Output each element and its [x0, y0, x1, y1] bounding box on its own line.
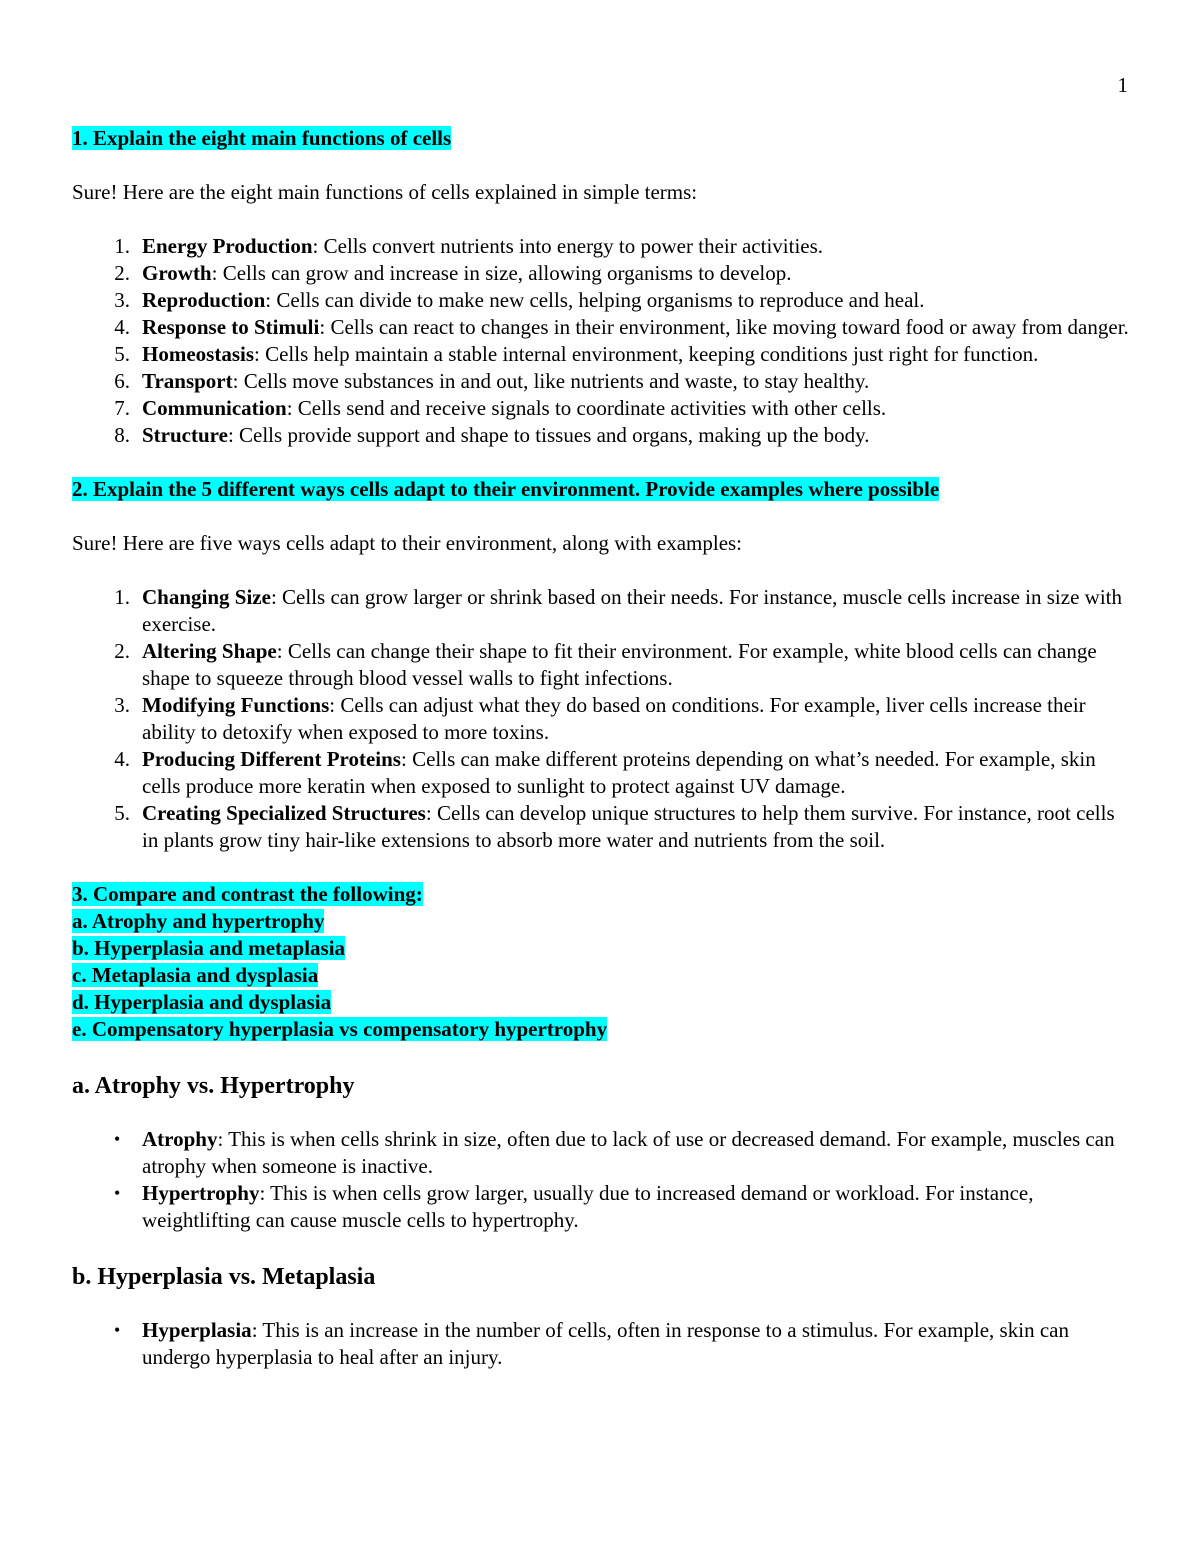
- list-item: 1. Changing Size: Cells can grow larger or shrink based on their needs. For instance, muscle cells increase in size with exercise.: [114, 585, 1122, 636]
- item-term: Energy Production: [142, 234, 313, 258]
- item-term: Transport: [142, 369, 233, 393]
- list-item: 2. Altering Shape: Cells can change their shape to fit their environment. For example, white blood cells can change shape to squeeze through blood vessel walls to fight infections.: [114, 639, 1097, 690]
- section-b-list: [72, 1317, 1132, 1371]
- item-text: : Cells can react to changes in their environment, like moving toward food or away from danger.: [319, 315, 1129, 339]
- item-text: : Cells can grow larger or shrink based on their needs. For instance, muscle cells increase in size with exercise.: [142, 585, 1122, 636]
- item-text: : Cells can develop unique structures to help them survive. For instance, root cells in plants grow tiny hair-like extensions to absorb more water and nutrients from the soil.: [142, 801, 1115, 852]
- item-text: : This is when cells shrink in size, often due to lack of use or decreased demand. For example, muscles can atrophy when someone is inactive.: [142, 1127, 1115, 1178]
- list-item: 4. Producing Different Proteins: Cells can make different proteins depending on what’s needed. For example, skin cells produce more keratin when exposed to sunlight to protect against UV damage.: [114, 747, 1096, 798]
- item-term: Hypertrophy: [142, 1181, 260, 1205]
- item-term: Hyperplasia: [142, 1318, 252, 1342]
- question-3-line: c. Metaplasia and dysplasia: [72, 963, 319, 987]
- bullet-item: [72, 1180, 1132, 1234]
- item-term: Creating Specialized Structures: [142, 801, 426, 825]
- question-3-line: d. Hyperplasia and dysplasia: [72, 990, 332, 1014]
- bullet-item: [72, 1317, 1132, 1371]
- item-text: : Cells send and receive signals to coordinate activities with other cells.: [286, 396, 887, 420]
- item-term: Altering Shape: [142, 639, 277, 663]
- item-text: : Cells move substances in and out, like nutrients and waste, to stay healthy.: [232, 369, 870, 393]
- item-text: : Cells help maintain a stable internal environment, keeping conditions just right for function.: [254, 342, 1039, 366]
- item-term: Structure: [142, 423, 228, 447]
- item-text: : Cells can grow and increase in size, allowing organisms to develop.: [211, 261, 792, 285]
- question-1-heading: [72, 125, 1132, 152]
- section-b-heading: b. Hyperplasia vs. Metaplasia: [72, 1264, 376, 1290]
- document-body: [72, 125, 1132, 1371]
- item-term: Homeostasis: [142, 342, 254, 366]
- bullet-item: [72, 1126, 1132, 1180]
- list-item: 2. Growth: Cells can grow and increase in size, allowing organisms to develop.: [114, 261, 792, 285]
- bullet-icon: •: [114, 1129, 121, 1149]
- list-item: 5. Creating Specialized Structures: Cells can develop unique structures to help them survive. For instance, root cells in plants grow tiny hair-like extensions to absorb more water and nutrients from the soil.: [114, 801, 1115, 852]
- adaptations-list: [72, 584, 1132, 854]
- item-text: : This is an increase in the number of cells, often in response to a stimulus. For example, skin can undergo hyperplasia to heal after an injury.: [142, 1318, 1069, 1369]
- list-item: 3. Reproduction: Cells can divide to make new cells, helping organisms to reproduce and heal.: [114, 288, 925, 312]
- item-text: : Cells can divide to make new cells, helping organisms to reproduce and heal.: [265, 288, 925, 312]
- list-item: 6. Transport: Cells move substances in and out, like nutrients and waste, to stay healthy.: [114, 369, 870, 393]
- item-text: : Cells provide support and shape to tissues and organs, making up the body.: [227, 423, 870, 447]
- list-item: 3. Modifying Functions: Cells can adjust what they do based on conditions. For example, liver cells increase their ability to detoxify when exposed to more toxins.: [114, 693, 1086, 744]
- item-text: : Cells convert nutrients into energy to power their activities.: [312, 234, 824, 258]
- item-text: : Cells can make different proteins depending on what’s needed. For example, skin cells produce more keratin when exposed to sunlight to protect against UV damage.: [142, 747, 1096, 798]
- item-term: Modifying Functions: [142, 693, 330, 717]
- section-a-list: [72, 1126, 1132, 1234]
- list-item: 5. Homeostasis: Cells help maintain a stable internal environment, keeping conditions just right for function.: [114, 342, 1039, 366]
- functions-list: [72, 233, 1132, 449]
- list-item: 7. Communication: Cells send and receive signals to coordinate activities with other cells.: [114, 396, 887, 420]
- question-1-heading-text: 1. Explain the eight main functions of cells: [72, 126, 452, 150]
- bullet-icon: •: [114, 1183, 121, 1203]
- item-term: Producing Different Proteins: [142, 747, 401, 771]
- item-text: : This is when cells grow larger, usually due to increased demand or workload. For instance, weightlifting can cause muscle cells to hypertrophy.: [142, 1181, 1034, 1232]
- item-text: : Cells can change their shape to fit their environment. For example, white blood cells can change shape to squeeze through blood vessel walls to fight infections.: [142, 639, 1097, 690]
- item-term: Changing Size: [142, 585, 271, 609]
- question-2-intro: Sure! Here are five ways cells adapt to their environment, along with examples:: [72, 531, 743, 555]
- question-3-line: 3. Compare and contrast the following:: [72, 882, 423, 906]
- question-2-heading: [72, 476, 1132, 503]
- question-3-line: b. Hyperplasia and metaplasia: [72, 936, 346, 960]
- item-term: Growth: [142, 261, 212, 285]
- list-item: 4. Response to Stimuli: Cells can react to changes in their environment, like moving toward food or away from danger.: [114, 315, 1129, 339]
- page-number: 1: [1117, 73, 1128, 97]
- item-term: Reproduction: [142, 288, 266, 312]
- item-term: Response to Stimuli: [142, 315, 320, 339]
- list-item: 8. Structure: Cells provide support and shape to tissues and organs, making up the body.: [114, 423, 870, 447]
- bullet-icon: •: [114, 1320, 121, 1340]
- item-term: Atrophy: [142, 1127, 218, 1151]
- question-2-heading-text: 2. Explain the 5 different ways cells adapt to their environment. Provide examples where possible: [72, 477, 940, 501]
- item-term: Communication: [142, 396, 287, 420]
- section-a-heading: a. Atrophy vs. Hypertrophy: [72, 1073, 355, 1099]
- question-1-intro: Sure! Here are the eight main functions of cells explained in simple terms:: [72, 180, 698, 204]
- question-3-line: a. Atrophy and hypertrophy: [72, 909, 325, 933]
- list-item: 1. Energy Production: Cells convert nutrients into energy to power their activities.: [114, 234, 824, 258]
- item-text: : Cells can adjust what they do based on conditions. For example, liver cells increase their ability to detoxify when exposed to more toxins.: [142, 693, 1086, 744]
- question-3-heading: [72, 881, 1132, 1043]
- question-3-line: e. Compensatory hyperplasia vs compensatory hypertrophy: [72, 1017, 608, 1041]
